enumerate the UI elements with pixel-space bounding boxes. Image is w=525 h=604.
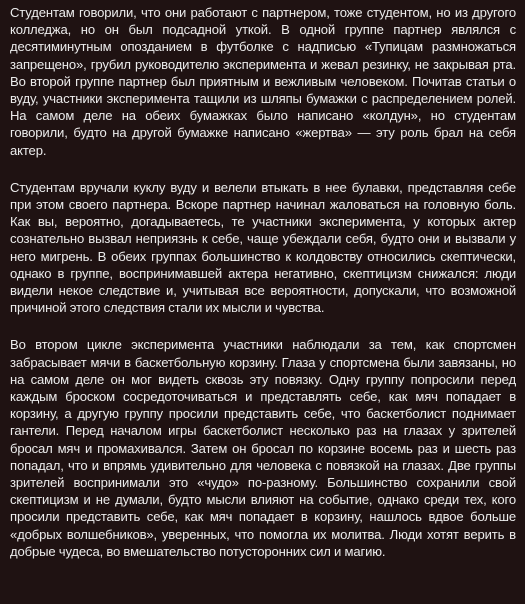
paragraph-voodoo-setup: Студентам говорили, что они работают с партнером, тоже студентом, но из другого колледжа, но он был подсадной уткой. В одной группе партнер являлся с десятиминутным опозданием в футболке с надписью «Тупицам размножаться запрещено», грубил руководителю эксперимента и жевал резинку, не закрывая рта. Во второй группе партнер был приятным и вежливым человеком. Почитав статьи о вуду, участники эксперимента тащили из шляпы бумажки с распределением ролей. На самом деле на обеих бумажках было написано «колдун», но студентам говорили, будто на другой бумажке написано «жертва» — эту роль брал на себя актер.: [10, 5, 516, 158]
paragraph-voodoo-doll: Студентам вручали куклу вуду и велели втыкать в нее булавки, представляя себе при этом своего партнера. Вскоре партнер начинал жаловаться на головную боль. Как вы, вероятно, догадываетесь, те участники эксперимента, у которых актер сознательно вызвал неприязнь к себе, чаще убеждали себя, будто они и вызвали у него мигрень. В обеих группах большинство к колдовству относились скептически, однако в группе, воспринимавшей актера негативно, скептицизм снижался: люди видели некое следствие и, учитывая все вероятности, допускали, что возможной причиной этого следствия стали их мысли и чувства.: [10, 179, 516, 316]
paragraph-basketball: Во втором цикле эксперимента участники наблюдали за тем, как спортсмен забрасывает мячи в баскетбольную корзину. Глаза у спортсмена были завязаны, но на самом деле он мог видеть сквозь эту повязку. Одну группу попросили перед каждым броском сосредоточиваться и представлять себе, как мяч попадает в корзину, а другую группу просили представить себе, что баскетболист поднимает гантели. Перед началом игры баскетболист несколько раз на глазах у зрителей бросал мяч и промахивался. Затем он бросал по корзине восемь раз и шесть раз попадал, что и впрямь удивительно для человека с повязкой на глазах. Две группы зрителей воспринимали это «чудо» по-разному. Большинство сохранили свой скептицизм и не думали, будто мысли влияют на событие, однако среди тех, кого просили представить себе, как мяч попадает в корзину, нашлось вдвое больше «добрых волшебников», уверенных, что помогла их молитва. Люди хотят верить в добрые чудеса, во вмешательство потусторонних сил и магию.: [10, 337, 516, 559]
